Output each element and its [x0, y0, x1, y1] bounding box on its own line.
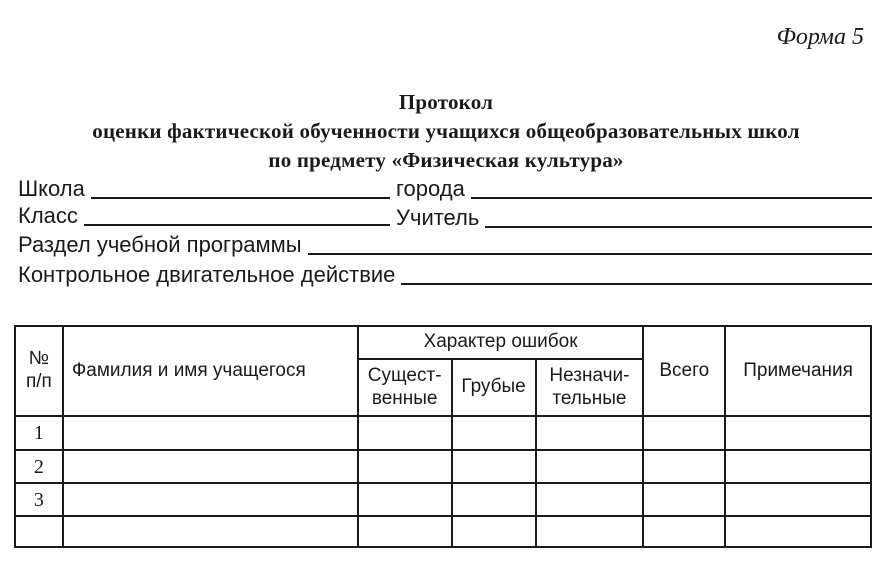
cell-minor[interactable] [536, 483, 644, 516]
row-number: 3 [15, 483, 63, 516]
header-minor [536, 359, 644, 416]
school-blank-line[interactable] [91, 197, 390, 199]
header-number-abbr: п/п [25, 371, 52, 392]
action-blank-line[interactable] [401, 283, 872, 285]
table-row [15, 450, 871, 483]
cell-significant[interactable] [358, 416, 452, 450]
header-minor-line2: тельные [552, 387, 627, 409]
cell-minor[interactable] [536, 450, 644, 483]
header-error-type: Характер ошибок [358, 326, 644, 359]
cell-student-name[interactable] [63, 516, 358, 547]
header-gross: Грубые [452, 359, 536, 416]
section-label: Раздел учебной программы [18, 232, 302, 257]
document-subtitle-line1: оценки фактической обученности учащихся общеобразовательных школ [92, 119, 800, 143]
cell-gross[interactable] [452, 483, 536, 516]
teacher-field [396, 205, 872, 231]
teacher-label: Учитель [396, 205, 480, 230]
cell-total[interactable] [643, 516, 725, 547]
cell-minor[interactable] [536, 516, 644, 547]
header-significant-line1: Сущест- [367, 364, 442, 386]
header-number [15, 326, 63, 416]
cell-significant[interactable] [358, 483, 452, 516]
header-notes: Примечания [725, 326, 871, 416]
city-field [396, 176, 872, 202]
city-label: города [396, 176, 465, 201]
cell-notes[interactable] [725, 483, 871, 516]
teacher-blank-line[interactable] [485, 226, 872, 228]
class-blank-line[interactable] [84, 224, 390, 226]
school-label: Школа [18, 176, 85, 201]
row-number [15, 516, 63, 547]
header-total: Всего [643, 326, 725, 416]
header-minor-line1: Незначи- [549, 364, 630, 386]
cell-minor[interactable] [536, 416, 644, 450]
document-title: Протокол [398, 90, 494, 114]
cell-total[interactable] [643, 450, 725, 483]
cell-significant[interactable] [358, 516, 452, 547]
table-row [15, 483, 871, 516]
cell-notes[interactable] [725, 416, 871, 450]
row-number: 1 [15, 416, 63, 450]
action-label: Контрольное двигательное действие [18, 262, 396, 287]
header-number-symbol: № [28, 348, 50, 370]
cell-total[interactable] [643, 416, 725, 450]
table-row [15, 416, 871, 450]
cell-gross[interactable] [452, 450, 536, 483]
section-blank-line[interactable] [308, 253, 872, 255]
class-label: Класс [18, 203, 78, 228]
class-field [18, 203, 390, 229]
document-subtitle-line2: по предмету «Физическая культура» [268, 148, 624, 172]
cell-notes[interactable] [725, 450, 871, 483]
cell-gross[interactable] [452, 516, 536, 547]
school-field [18, 176, 390, 202]
header-significant [358, 359, 452, 416]
cell-student-name[interactable] [63, 450, 358, 483]
assessment-table [14, 325, 872, 548]
cell-student-name[interactable] [63, 483, 358, 516]
form-number: Форма 5 [776, 24, 864, 50]
header-significant-line2: венные [371, 387, 438, 409]
cell-significant[interactable] [358, 450, 452, 483]
row-number: 2 [15, 450, 63, 483]
cell-total[interactable] [643, 483, 725, 516]
cell-notes[interactable] [725, 516, 871, 547]
cell-gross[interactable] [452, 416, 536, 450]
header-student-name: Фамилия и имя учащегося [63, 326, 358, 416]
city-blank-line[interactable] [471, 197, 872, 199]
cell-student-name[interactable] [63, 416, 358, 450]
action-field [18, 262, 872, 288]
section-field [18, 232, 872, 258]
table-row [15, 516, 871, 547]
